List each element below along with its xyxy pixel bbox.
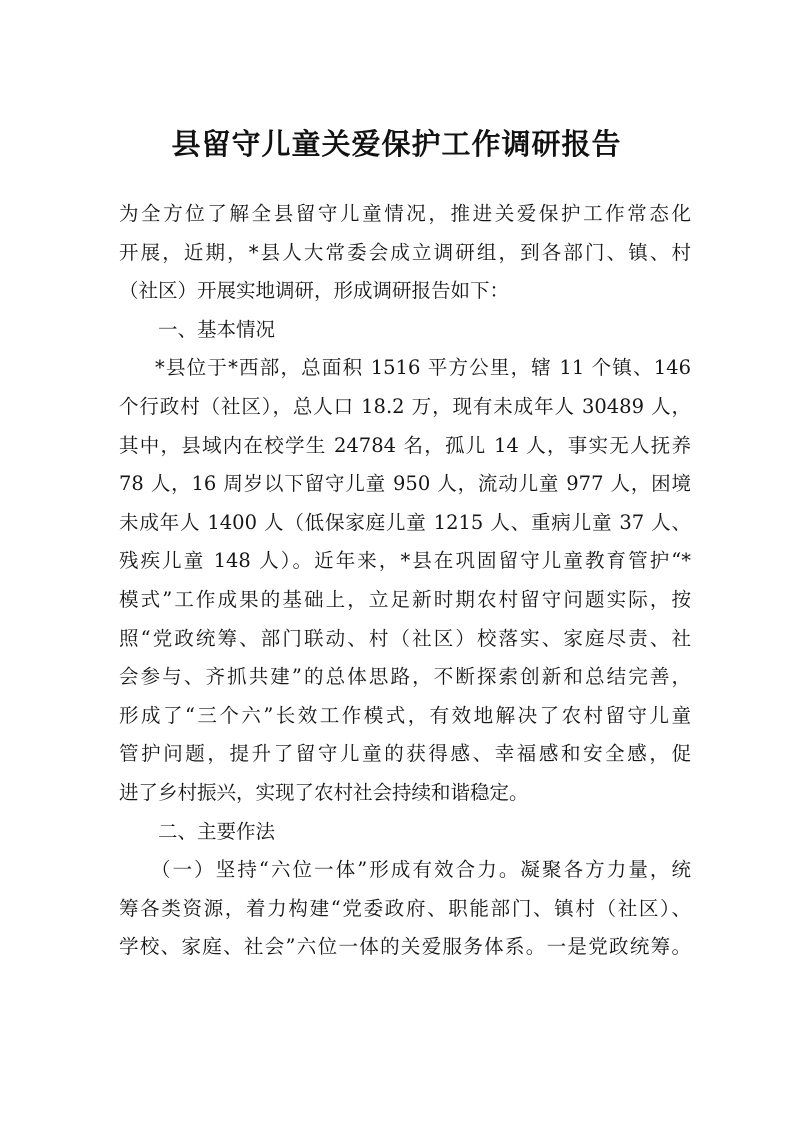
body-line: 学校、家庭、社会”六位一体的关爱服务体系。一是党政统筹。 [119,935,691,959]
body-line: 会参与、齐抓共建”的总体思路，不断探索创新和总结完善， [119,665,691,689]
body-line: 照“党政统筹、部门联动、村（社区）校落实、家庭尽责、社 [119,626,691,650]
body-line: 筹各类资源，着力构建“党委政府、职能部门、镇村（社区）、 [119,896,691,920]
body-line: 78 人，16 周岁以下留守儿童 950 人，流动儿童 977 人，困境 [119,472,691,496]
body-line: 其中，县域内在校学生 24784 名，孤儿 14 人，事实无人抚养 [119,433,691,457]
body-line: 进了乡村振兴，实现了农村社会持续和谐稳定。 [119,780,529,804]
section-heading: 一、基本情况 [158,317,276,341]
body-line: 为全方位了解全县留守儿童情况，推进关爱保护工作常态化 [119,202,691,225]
body-line: （社区）开展实地调研，形成调研报告如下： [119,279,510,303]
body-line: 形成了“三个六”长效工作模式，有效地解决了农村留守儿童 [119,703,691,727]
body-line: 残疾儿童 148 人）。近年来，*县在巩固留守儿童教育管护“* [119,549,691,573]
document-title: 县留守儿童关爱保护工作调研报告 [171,127,622,161]
body-line: 管护问题，提升了留守儿童的获得感、幸福感和安全感，促 [119,742,691,766]
body-line: 未成年人 1400 人（低保家庭儿童 1215 人、重病儿童 37 人、 [119,510,691,534]
body-line: *县位于*西部，总面积 1516 平方公里，辖 11 个镇、146 [155,356,691,380]
body-line: 模式”工作成果的基础上，立足新时期农村留守问题实际，按 [119,587,691,611]
body-line: （一）坚持“六位一体”形成有效合力。凝聚各方力量，统 [151,858,691,882]
body-line: 个行政村（社区），总人口 18.2 万，现有未成年人 30489 人， [119,394,691,418]
body-line: 开展，近期，*县人大常委会成立调研组，到各部门、镇、村 [119,240,691,264]
section-heading: 二、主要作法 [158,819,276,843]
document-body [119,195,691,967]
